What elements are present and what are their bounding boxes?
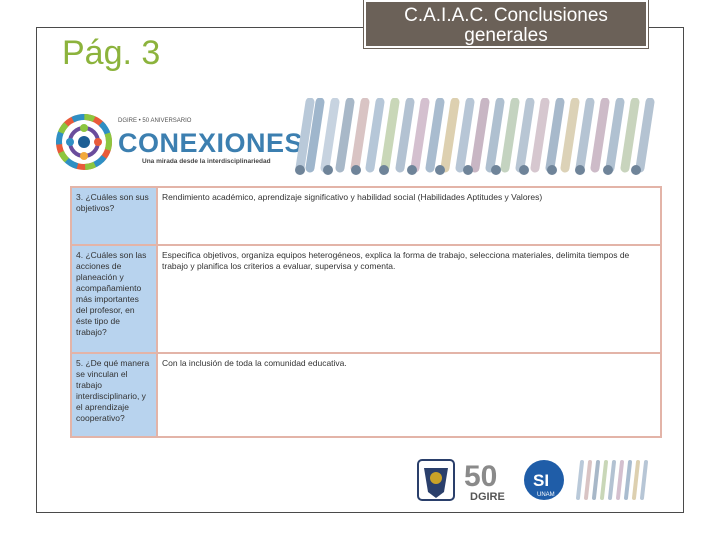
conexiones-logo-icon	[52, 110, 122, 170]
slide-title: C.A.I.A.C. Conclusiones generales	[364, 0, 648, 48]
logo-top-text: DGIRE • 50 ANIVERSARIO	[118, 118, 192, 124]
question-cell: 5. ¿De qué manera se vinculan el trabajo interdisciplinario, y el aprendizaje cooperativo?	[71, 353, 157, 437]
qa-table	[70, 186, 662, 438]
mini-stripes-icon	[578, 462, 646, 498]
question-cell: 3. ¿Cuáles son sus objetivos?	[71, 187, 157, 245]
answer-cell: Especifica objetivos, organiza equipos heterogéneos, explica la forma de trabajo, selecciona materiales, delimita tiempos de trabajo y planifica los criterios a evaluar, supervisa y comenta.	[157, 245, 661, 353]
question-cell: 4. ¿Cuáles son las acciones de planeación y acompañamiento más importantes del profesor, en éste tipo de trabajo?	[71, 245, 157, 353]
footer-logos	[414, 456, 664, 506]
si-unam-logo-icon	[524, 460, 564, 500]
answer-cell: Con la inclusión de toda la comunidad educativa.	[157, 353, 661, 437]
page-label: Pág. 3	[62, 34, 161, 72]
si-label: SI	[533, 471, 550, 490]
answer-cell: Rendimiento académico, aprendizaje significativo y habilidad social (Habilidades Aptitudes y Valores)	[157, 187, 661, 245]
si-sub: UNAM	[537, 492, 555, 498]
svg-text:50: 50	[464, 460, 498, 493]
dgire-50-logo-icon	[464, 460, 505, 503]
unam-seal-icon	[418, 460, 454, 500]
logo-subtitle: Una mirada desde la interdisciplinariedad	[142, 158, 271, 165]
table-row	[71, 187, 661, 245]
logo-word: CONEXIONES	[118, 128, 304, 158]
table-row	[71, 245, 661, 353]
decorative-stripes-icon	[290, 98, 660, 178]
dgire-label: DGIRE	[470, 491, 505, 503]
table-row	[71, 353, 661, 437]
